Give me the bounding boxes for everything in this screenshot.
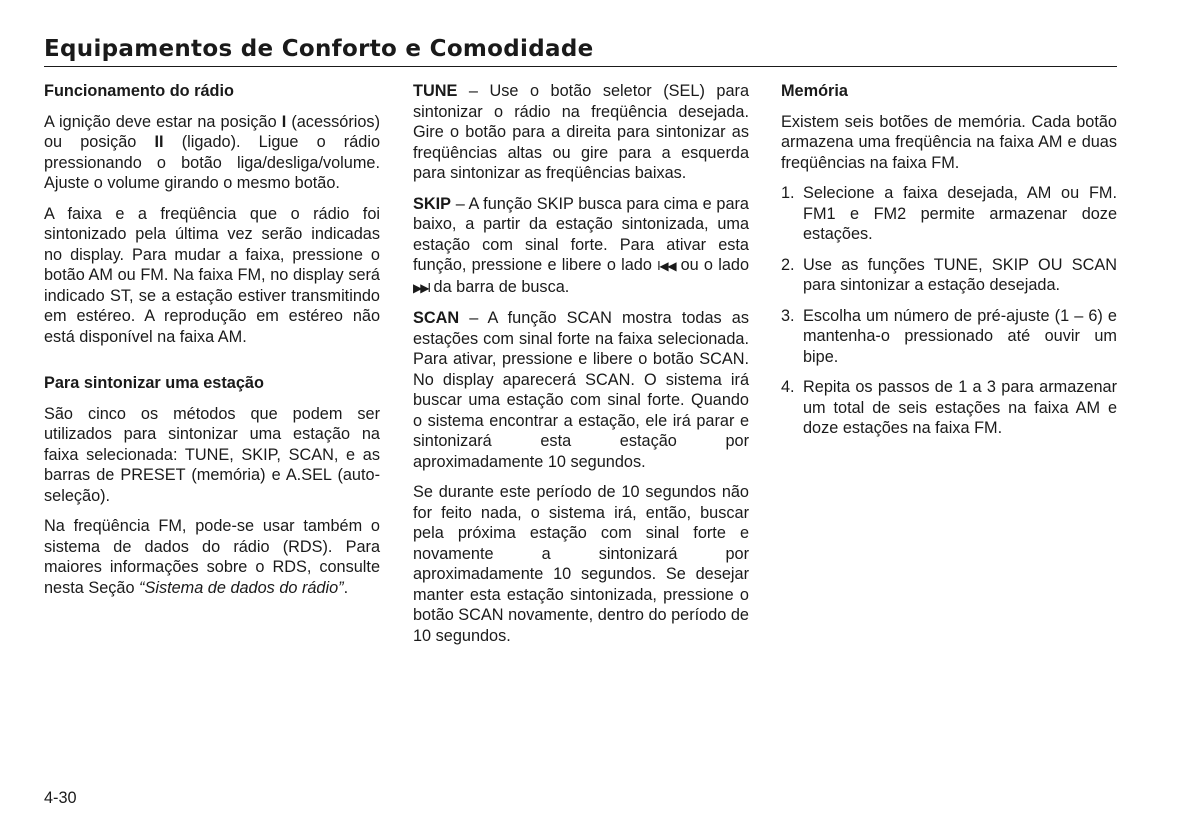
seek-back-icon: I◀◀ [657, 259, 676, 273]
text-run: – A função SKIP busca para cima e para baixo, a partir da estação sintonizada, uma estação com sinal forte. Para ativar esta função, pressione e libere o lado [413, 194, 749, 274]
column-middle [413, 81, 749, 656]
text-run: ou o lado [675, 256, 749, 274]
column-left [44, 81, 380, 608]
list-text: Use as funções TUNE, SKIP OU SCAN para sintonizar a estação desejada. [803, 255, 1117, 294]
paragraph-tune [413, 81, 749, 184]
list-number: 3. [781, 306, 795, 325]
list-item [781, 255, 1117, 296]
column-right [781, 81, 1117, 449]
list-item [781, 183, 1117, 245]
list-number: 4. [781, 378, 795, 396]
italic-run: “Sistema de dados do rádio” [139, 578, 344, 597]
paragraph-memory-intro: Existem seis botões de memória. Cada botão armazena uma freqüência na faixa AM e duas freqüências na faixa FM. [781, 112, 1117, 172]
text-run: (acessórios) ou posição [44, 112, 380, 151]
section-heading-radio: Funcionamento do rádio [44, 82, 234, 100]
text-run: Na freqüência FM, pode-se usar também o sistema de dados do rádio (RDS). Para maiores informações sobre o RDS, consulte nesta Seção [44, 517, 380, 597]
bold-run: TUNE [413, 82, 458, 100]
list-text: Selecione a faixa desejada, AM ou FM. FM1 e FM2 permite armazenar doze estações. [803, 184, 1117, 243]
text-run: – A função SCAN mostra todas as estações com sinal forte na faixa selecionada. Para ativar, pressione e libere o botão SCAN. No display aparecerá SCAN. O sistema irá buscar uma estação com sinal forte. Quando o sistema encontrar a estação, ele irá parar e sintonizará esta estação por aproximadamente 10 segundos. [413, 309, 749, 471]
text-run: . [343, 578, 349, 597]
list-item [781, 377, 1117, 439]
paragraph-skip [413, 194, 749, 299]
seek-forward-icon: ▶▶I [413, 280, 429, 295]
text-run: – Use o botão seletor (SEL) para sintonizar o rádio na freqüência desejada. Gire o botão para a direita para sintonizar as freqüências altas ou gire para a esquerda para sintonizar as freqüências baixas. [413, 82, 749, 182]
section-heading-tuning: Para sintonizar uma estação [44, 374, 264, 392]
page-number: 4-30 [44, 789, 77, 807]
section-heading-memory: Memória [781, 82, 848, 100]
paragraph-scan-timeout: Se durante este período de 10 segundos não for feito nada, o sistema irá, então, buscar pela próxima estação com sinal forte e novamente a sintonizará por aproximadamente 10 segundos. Se desejar manter esta estação sintonizada, pressione o botão SCAN novamente, dentro do período de 10 segundos. [413, 483, 749, 645]
text-run: (ligado). Ligue o rádio pressionando o botão liga/desliga/volume. Ajuste o volume girando o mesmo botão. [44, 133, 380, 192]
paragraph-scan [413, 308, 749, 472]
list-number: 1. [781, 184, 795, 202]
list-item [781, 306, 1117, 368]
bold-run: SKIP [413, 194, 452, 213]
paragraph-band: A faixa e a freqüência que o rádio foi sintonizado pela última vez serão indicadas no display. Para mudar a faixa, pressione o botão AM ou FM. Na faixa FM, no display será indicado ST, se a estação estiver transmitindo em estéreo. A reprodução em estéreo não está disponível na faixa AM. [44, 204, 380, 346]
paragraph-methods: São cinco os métodos que podem ser utilizados para sintonizar uma estação na faixa selecionada: TUNE, SKIP, SCAN, e as barras de PRESET (memória) e A.SEL (auto-seleção). [44, 404, 380, 505]
page-header [44, 36, 1117, 67]
paragraph-rds [44, 516, 380, 598]
list-number: 2. [781, 255, 795, 274]
bold-run: I [281, 112, 287, 131]
list-text: Escolha um número de pré-ajuste (1 – 6) e mantenha-o pressionado até ouvir um bipe. [803, 306, 1117, 366]
paragraph-ignition [44, 112, 380, 194]
bold-run: SCAN [413, 309, 460, 327]
text-run: da barra de busca. [429, 277, 570, 296]
page-title: Equipamentos de Conforto e Comodidade [44, 36, 594, 62]
bold-run: II [154, 133, 164, 151]
text-run: A ignição deve estar na posição [44, 112, 282, 131]
list-text: Repita os passos de 1 a 3 para armazenar um total de seis estações na faixa AM e doze estações na faixa FM. [803, 378, 1117, 437]
memory-steps-list [781, 183, 1117, 439]
